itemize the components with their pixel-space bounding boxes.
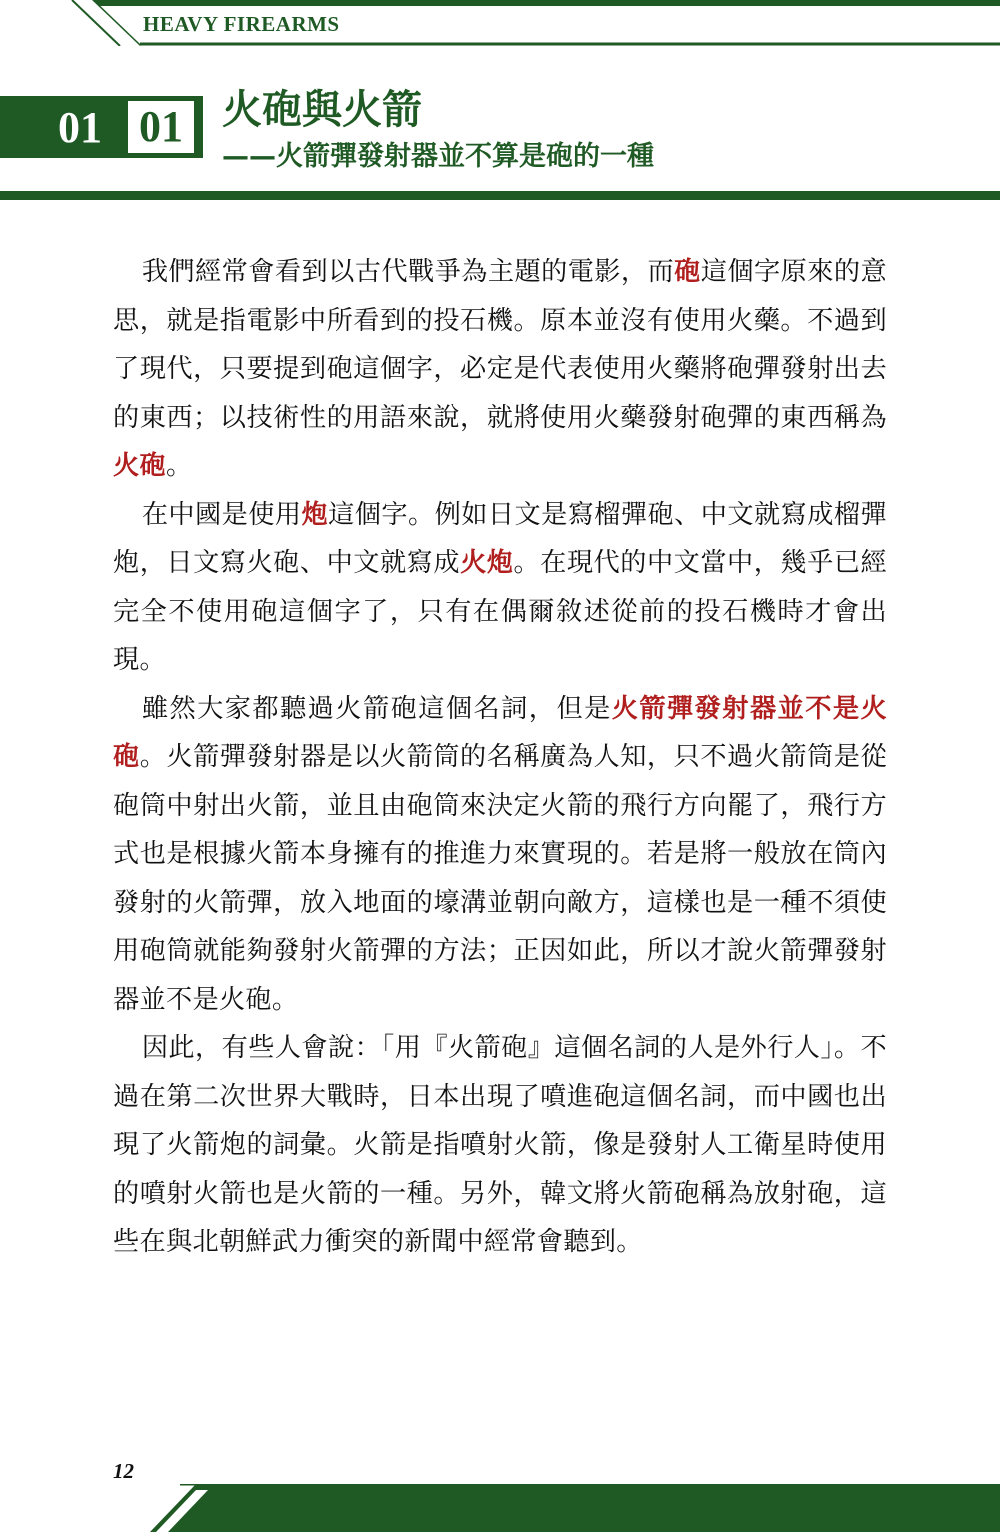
text-span: 。在現代的中文當中，幾乎已經完全不使用砲這個字了，只有在偶爾敘述從前的投石機時才會出現。 [113, 548, 888, 675]
chapter-number: 01 [58, 103, 102, 152]
highlight-term: 砲 [674, 257, 701, 287]
section-title: 火砲與火箭 [222, 87, 422, 133]
text-span: 雖然大家都聽過火箭砲這個名詞，但是 [141, 693, 612, 724]
text-span: 我們經常會看到以古代戰爭為主題的電影，而 [141, 257, 675, 287]
highlight-term: 火炮 [460, 548, 514, 578]
highlight-term: 炮 [301, 499, 329, 530]
text-span: 。 [165, 451, 193, 481]
body-text [113, 248, 887, 1267]
highlight-term: 火箭彈發射器並不是火砲 [113, 693, 887, 772]
paragraph [113, 248, 887, 491]
page-number: 12 [113, 1459, 134, 1483]
highlight-term: 火砲 [113, 451, 166, 481]
section-divider [0, 191, 1000, 200]
paragraph [113, 491, 887, 685]
section-subtitle: ——火箭彈發射器並不算是砲的一種 [222, 141, 654, 172]
text-span: 在中國是使用 [141, 499, 302, 530]
series-label: HEAVY FIREARMS [143, 12, 340, 36]
bottom-footer-band [0, 1484, 1000, 1532]
text-span: 。火箭彈發射器是以火箭筒的名稱廣為人知，只不過火箭筒是從砲筒中射出火箭，並且由砲筒來決定火箭的飛行方向罷了，飛行方式也是根據火箭本身擁有的推進力來實現的。若是將一般放在筒內發射的火箭彈，放入地面的壕溝並朝向敵方，這樣也是一種不須使用砲筒就能夠發射火箭彈的方法；正因如此，所以才說火箭彈發射器並不是火砲。 [113, 742, 887, 1015]
text-span: 因此，有些人會說：「用『火箭砲』這個名詞的人是外行人」。不過在第二次世界大戰時，日本出現了噴進砲這個名詞，而中國也出現了火箭炮的詞彙。火箭是指噴射火箭，像是發射人工衛星時使用的噴射火箭也是火箭的一種。另外，韓文將火箭砲稱為放射砲，這些在與北朝鮮武力衝突的新聞中經常會聽到。 [113, 1033, 887, 1257]
paragraph [113, 685, 887, 1025]
text-span: 這個字原來的意思，就是指電影中所看到的投石機。原本並沒有使用火藥。不過到了現代，只要提到砲這個字，必定是代表使用火藥將砲彈發射出去的東西；以技術性的用語來說，就將使用火藥發射砲彈的東西稱為 [113, 257, 887, 433]
text-span: 這個字。例如日文是寫榴彈砲、中文就寫成榴彈炮，日文寫火砲、中文就寫成 [113, 499, 887, 578]
paragraph [113, 1024, 887, 1267]
section-number: 01 [139, 102, 183, 151]
